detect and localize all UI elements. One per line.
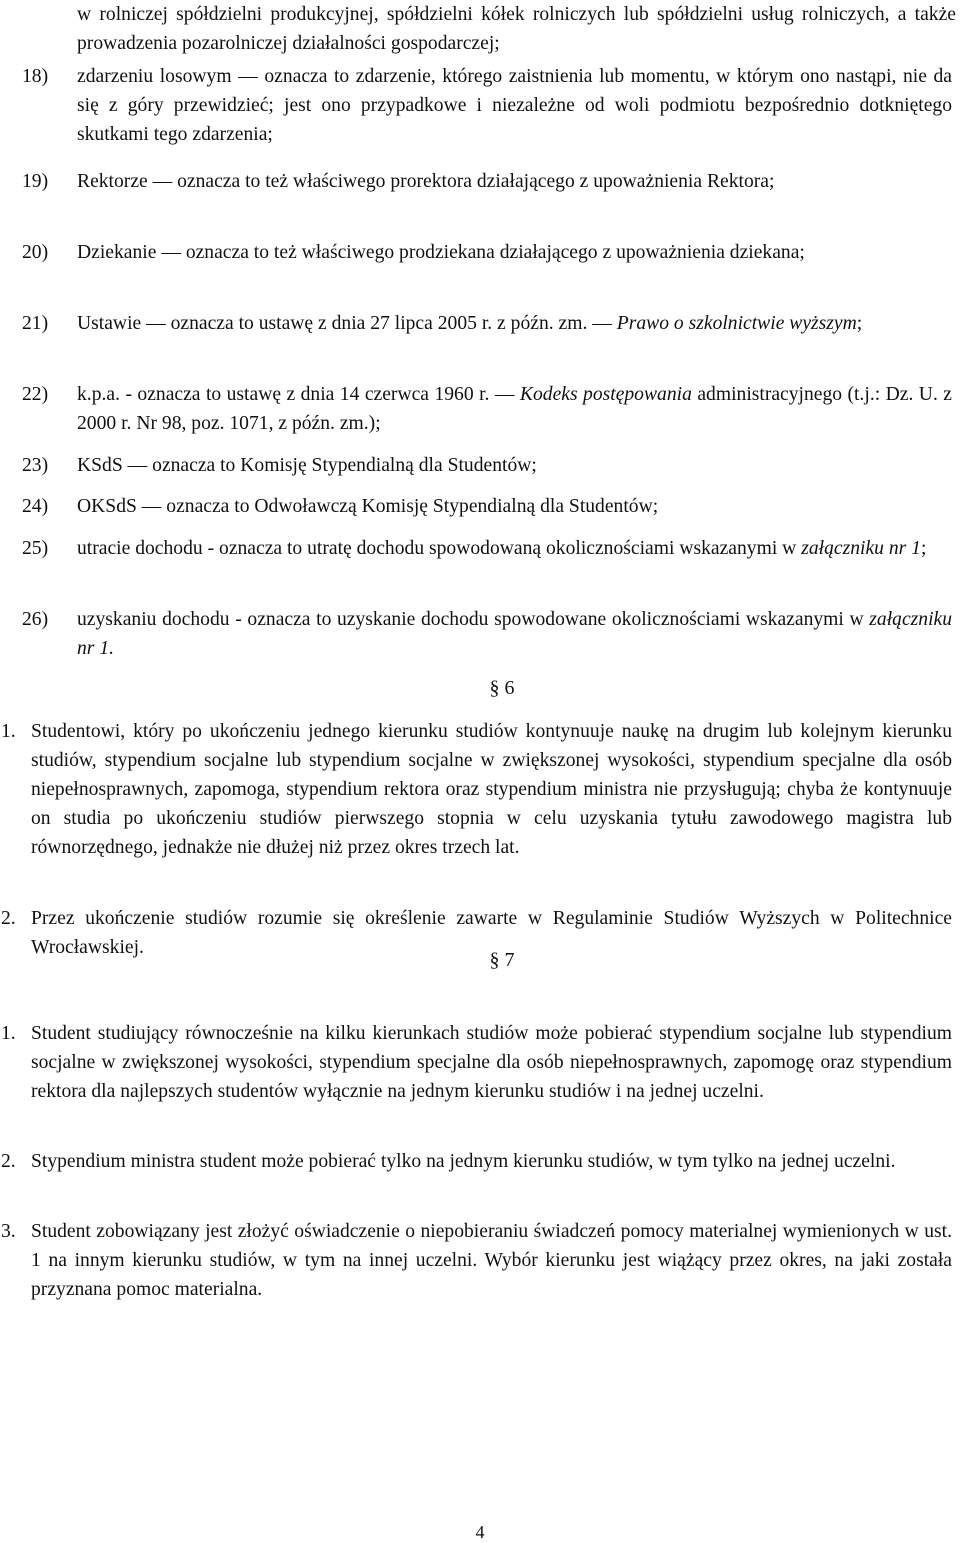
- definition-number: 26): [22, 609, 49, 630]
- definition-number: 21): [22, 313, 49, 334]
- definition-text: oznacza to Komisję Stypendialną dla Studentów;: [152, 455, 537, 476]
- definition-term: uzyskaniu dochodu: [77, 609, 230, 630]
- definition-text-end: ;: [920, 538, 927, 559]
- definition-text: oznacza to zdarzenie, którego zaistnienia lub momentu, w którym ono nastąpi, nie da się z góry przewidzieć; jest ono przypadkowe i niezależne od woli podmiotu bezpośrednio dotkniętego skutkami tego zdarzenia;: [77, 66, 952, 145]
- definition-text-end: ;: [856, 313, 863, 334]
- definition-term: KSdS: [77, 455, 123, 476]
- definition-25: [22, 534, 952, 563]
- definition-term: k.p.a.: [77, 384, 120, 405]
- item-number: 1.: [1, 721, 16, 742]
- definition-number: 22): [22, 384, 49, 405]
- intro-fragment: w rolniczej spółdzielni produkcyjnej, spółdzielni kółek rolniczych lub spółdzielni usług rolniczych, a także prowadzenia pozarolniczej działalności gospodarczej;: [77, 4, 956, 54]
- definition-act-title: Kodeks postępowania: [519, 384, 692, 405]
- definition-number: 25): [22, 538, 49, 559]
- definition-term: zdarzeniu losowym: [77, 66, 232, 87]
- definition-act-title: Prawo o szkolnictwie wyższym: [616, 313, 857, 334]
- definition-text: - oznacza to ustawę z dnia 14 czerwca 1960 r.: [125, 384, 490, 405]
- item-number: 2.: [1, 1151, 16, 1172]
- annex-reference: załączniku nr 1: [801, 538, 921, 559]
- item-text: Przez ukończenie studiów rozumie się określenie zawarte w Regulaminie Studiów Wyższych w Politechnice Wrocławskiej.: [31, 908, 952, 958]
- section-7-item-3: [1, 1217, 952, 1304]
- definition-number: 23): [22, 455, 49, 476]
- section-7-item-1: [1, 1019, 952, 1106]
- section-7-item-2: [1, 1147, 952, 1176]
- definition-number: 18): [22, 66, 49, 87]
- item-text: Student studiujący równocześnie na kilku kierunkach studiów może pobierać stypendium socjalne lub stypendium socjalne w zwiększonej wysokości, stypendium specjalne dla osób niepełnosprawnych, zapomogę oraz stypendium rektora dla najlepszych studentów wyłącznie na jednym kierunku studiów i na jednej uczelni.: [31, 1023, 952, 1102]
- definition-20: 20) Dziekanie — oznacza to też właściwego prodziekana działającego z upoważnienia dziekana;: [77, 238, 952, 267]
- definition-number: 24): [22, 496, 49, 517]
- definition-text-end: administracyjnego (t.j.: Dz. U. z 2000 r. Nr 98, poz. 1071, z późn. zm.);: [77, 384, 952, 434]
- section-6-item-1: [1, 717, 952, 862]
- definition-text: oznacza to też właściwego prorektora działającego z upoważnienia Rektora;: [177, 171, 775, 192]
- definition-22: 22) k.p.a. - oznacza to ustawę z dnia 14 czerwca 1960 r. — Kodeks postępowania administracyjnego (t.j.: Dz. U. z 2000 r. Nr 98, poz. 1071, z późn. zm.);: [77, 380, 952, 438]
- item-number: 1.: [1, 1023, 16, 1044]
- definition-term: Dziekanie: [77, 242, 157, 263]
- item-text: Studentowi, który po ukończeniu jednego kierunku studiów kontynuuje naukę na drugim lub kolejnym kierunku studiów, stypendium socjalne lub stypendium socjalne w zwiększonej wysokości, stypendium specjalne dla osób niepełnosprawnych, zapomoga, stypendium rektora oraz stypendium ministra nie przysługują; chyba że kontynuuje on studia po ukończeniu studiów pierwszego stopnia w celu uzyskania tytułu zawodowego magistra lub równorzędnego, jednakże nie dłużej niż przez okres trzech lat.: [31, 721, 952, 858]
- section-7-heading: § 7: [489, 949, 515, 971]
- definition-term: utracie dochodu: [77, 538, 203, 559]
- definition-18: 18) zdarzeniu losowym — oznacza to zdarzenie, którego zaistnienia lub momentu, w którym ono nastąpi, nie da się z góry przewidzieć; jest ono przypadkowe i niezależne od woli podmiotu bezpośrednio dotkniętego skutkami tego zdarzenia;: [77, 62, 952, 149]
- definition-24: 24) OKSdS — oznacza to Odwoławczą Komisję Stypendialną dla Studentów;: [77, 492, 952, 521]
- item-text: Stypendium ministra student może pobierać tylko na jednym kierunku studiów, w tym tylko na jednej uczelni.: [31, 1151, 896, 1172]
- definition-term: Ustawie: [77, 313, 142, 334]
- item-number: 2.: [1, 908, 16, 929]
- definition-term: Rektorze: [77, 171, 148, 192]
- definition-19: 19) Rektorze — oznacza to też właściwego prorektora działającego z upoważnienia Rektora;: [77, 167, 952, 196]
- section-6-heading: § 6: [489, 677, 515, 699]
- definition-text: oznacza to ustawę z dnia 27 lipca 2005 r. z późn. zm.: [170, 313, 588, 334]
- item-text: Student zobowiązany jest złożyć oświadczenie o niepobieraniu świadczeń pomocy materialnej wymienionych w ust. 1 na innym kierunku studiów, w tym na innej uczelni. Wybór kierunku jest wiążący przez okres, na jaki została przyznana pomoc materialna.: [31, 1221, 952, 1300]
- page-number: 4: [475, 1522, 485, 1542]
- definition-number: 19): [22, 171, 49, 192]
- definition-26: [22, 605, 953, 663]
- definition-text: oznacza to Odwoławczą Komisję Stypendialną dla Studentów;: [166, 496, 659, 517]
- definition-23: 23) KSdS — oznacza to Komisję Stypendialną dla Studentów;: [77, 451, 952, 480]
- annex-reference: załączniku nr 1.: [77, 609, 953, 659]
- definition-text: oznacza to też właściwego prodziekana działającego z upoważnienia dziekana;: [185, 242, 805, 263]
- definition-number: 20): [22, 242, 49, 263]
- definition-21: 21) Ustawie — oznacza to ustawę z dnia 27 lipca 2005 r. z późn. zm. — Prawo o szkolnictwie wyższym;: [77, 309, 952, 338]
- item-number: 3.: [1, 1221, 16, 1242]
- definition-term: OKSdS: [77, 496, 137, 517]
- definition-text: - oznacza to uzyskanie dochodu spowodowane okolicznościami wskazanymi w: [235, 609, 864, 630]
- definition-text: - oznacza to utratę dochodu spowodowaną okolicznościami wskazanymi w: [207, 538, 797, 559]
